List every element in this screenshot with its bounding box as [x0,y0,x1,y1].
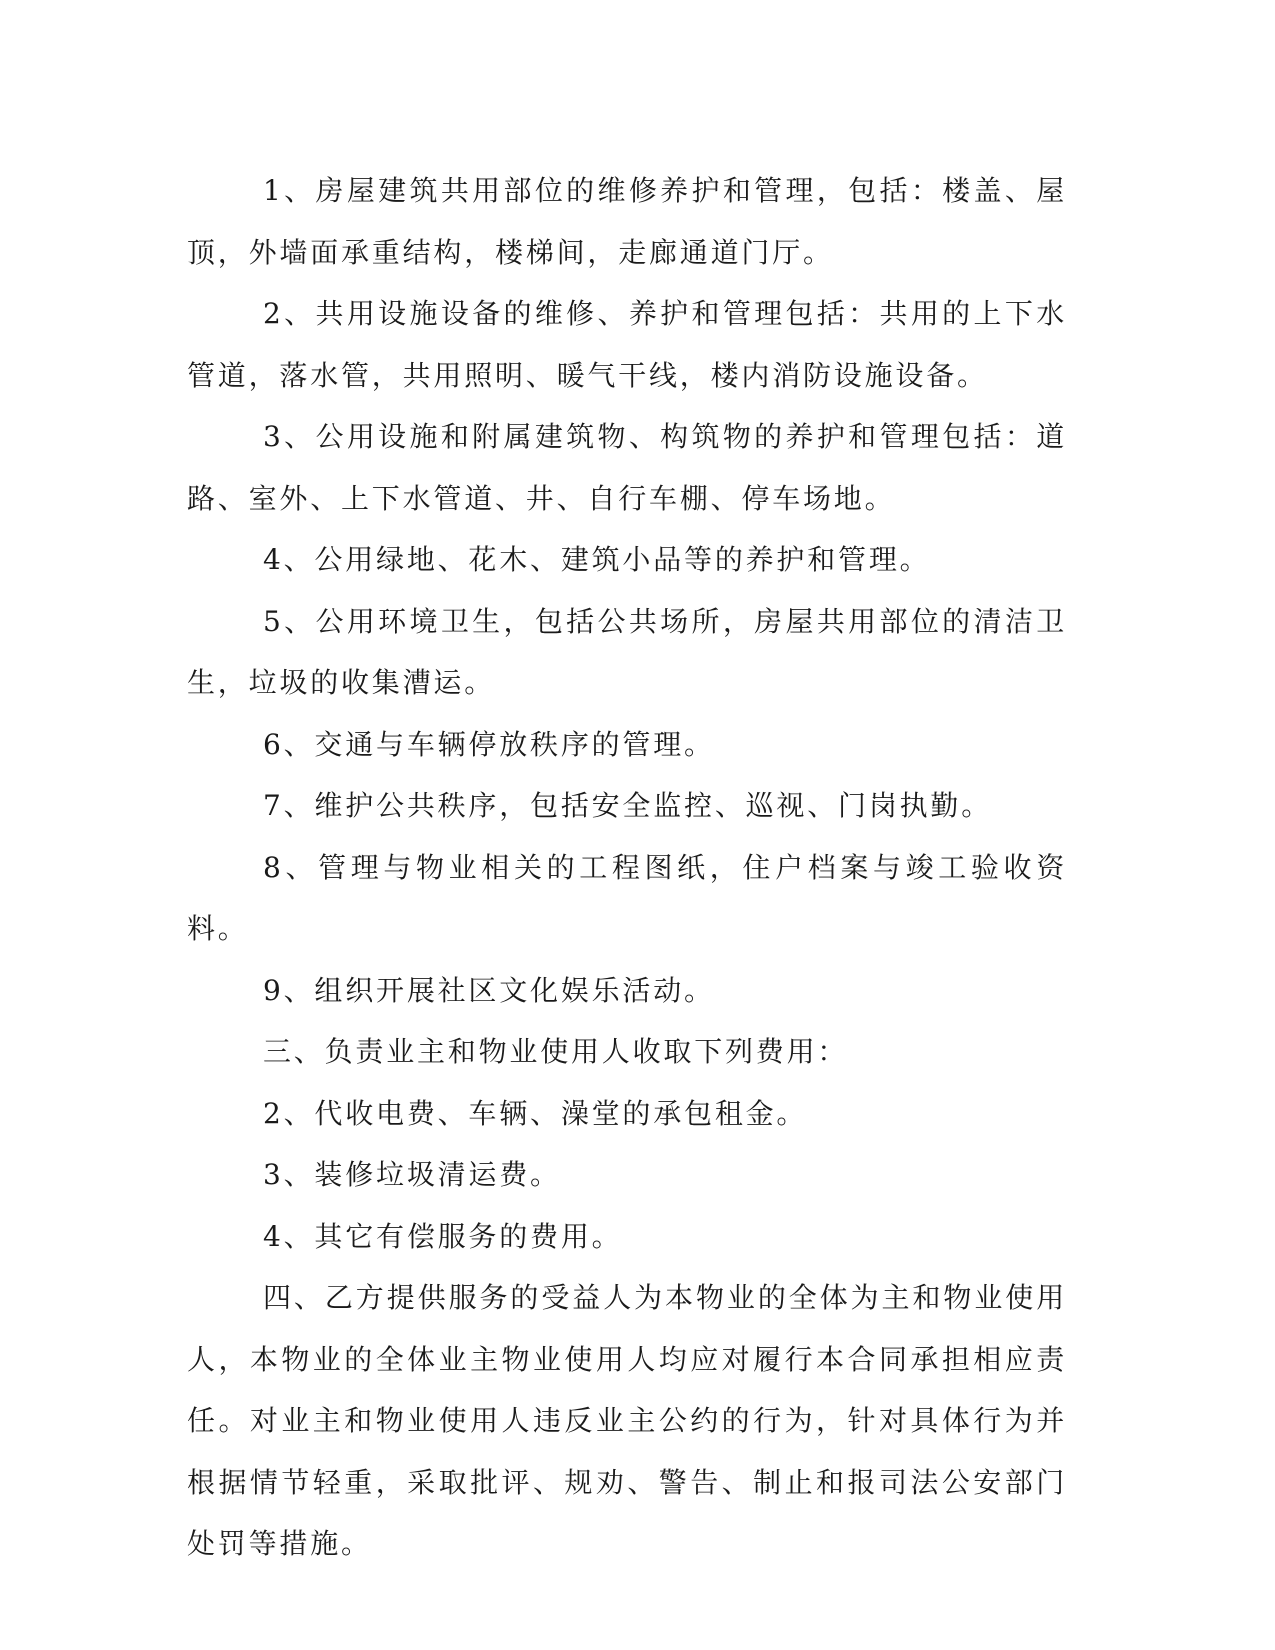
paragraph-item-6: 6、交通与车辆停放秩序的管理。 [263,727,715,761]
fee-item-3: 3、装修垃圾清运费。 [263,1158,561,1191]
document-body [187,160,1067,1575]
paragraph-item-7: 7、维护公共秩序，包括安全监控、巡视、门岗执勤。 [263,789,993,822]
section-heading-fees: 三、负责业主和物业使用人收取下列费用： [263,1035,849,1068]
fee-item-4: 4、其它有偿服务的费用。 [263,1219,623,1253]
paragraph-item-5: 5、公用环境卫生，包括公共场所，房屋共用部位的清洁卫生，垃圾的收集漕运。 [187,604,1067,699]
paragraph-item-8: 8、管理与物业相关的工程图纸，住户档案与竣工验收资料。 [187,850,1067,945]
paragraph-item-3: 3、公用设施和附属建筑物、构筑物的养护和管理包括：道路、室外、上下水管道、井、自行车棚、停车场地。 [187,420,1067,515]
paragraph-item-4: 4、公用绿地、花木、建筑小品等的养护和管理。 [263,543,931,576]
fee-item-2: 2、代收电费、车辆、澡堂的承包租金。 [263,1096,808,1130]
section-four-paragraph: 四、乙方提供服务的受益人为本物业的全体为主和物业使用人，本物业的全体业主物业使用人均应对履行本合同承担相应责任。对业主和物业使用人违反业主公约的行为，针对具体行为并根据情节轻重，采取批评、规劝、警告、制止和报司法公安部门处罚等措施。 [187,1281,1067,1560]
paragraph-item-2: 2、共用设施设备的维修、养护和管理包括：共用的上下水管道，落水管，共用照明、暖气干线，楼内消防设施设备。 [187,297,1067,392]
paragraph-item-1: 1、房屋建筑共用部位的维修养护和管理，包括：楼盖、屋顶，外墙面承重结构，楼梯间，走廊通道门厅。 [187,174,1067,269]
paragraph-item-9: 9、组织开展社区文化娱乐活动。 [263,973,715,1007]
